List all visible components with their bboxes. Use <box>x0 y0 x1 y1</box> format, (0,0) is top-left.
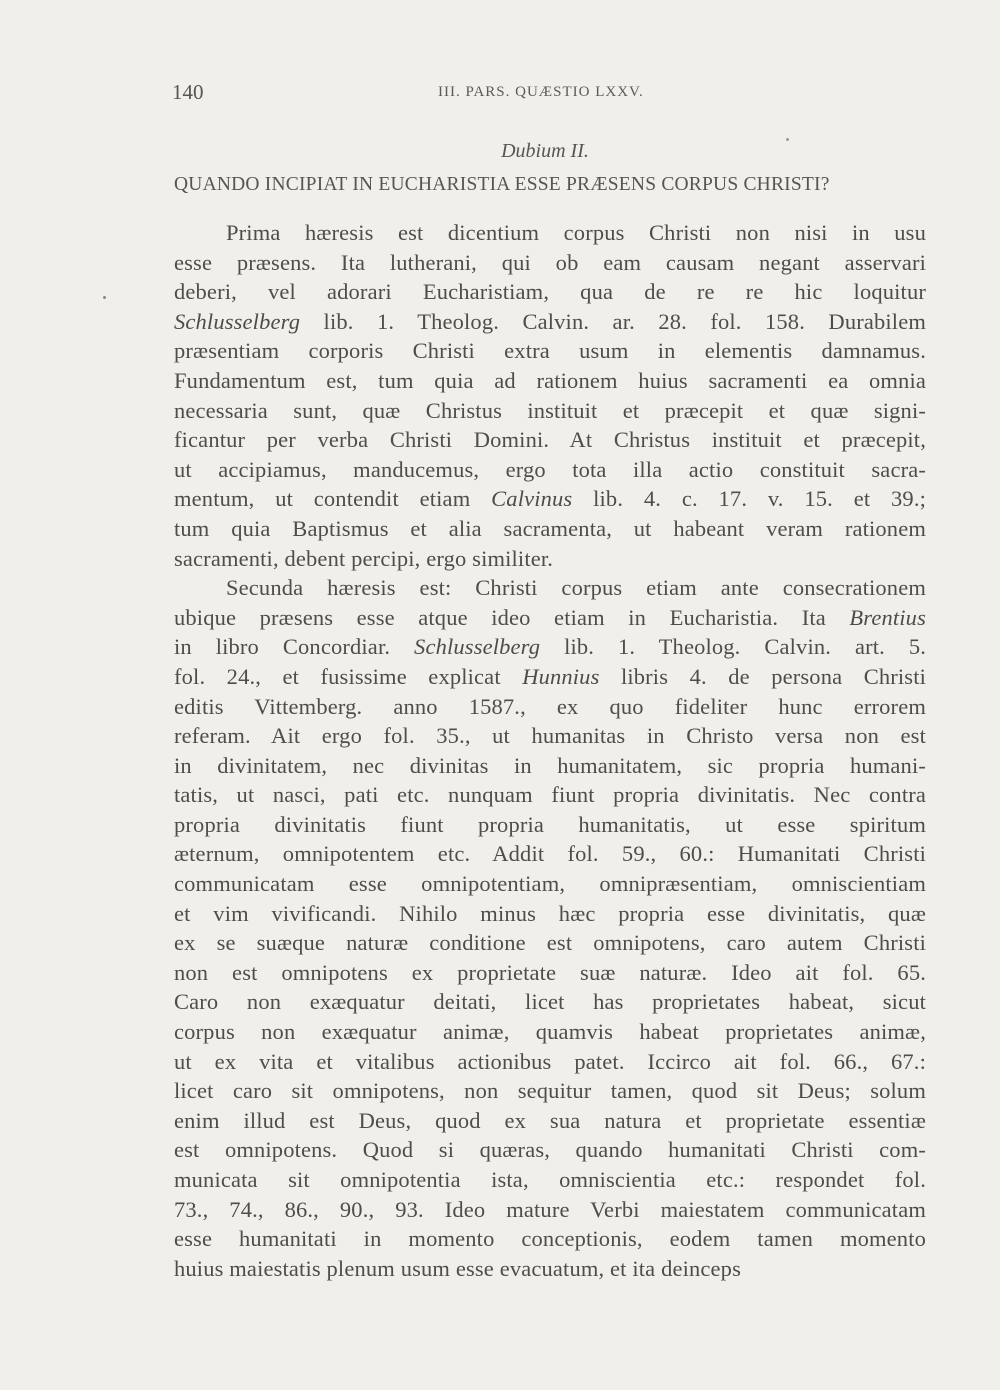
text-line: editis Vittemberg. anno 1587., ex quo fideliter hunc errorem <box>174 693 926 719</box>
text-line: referam. Ait ergo fol. 35., ut humanitas in Christo versa non est <box>174 723 926 749</box>
text-line: sacramenti, debent percipi, ergo similiter. <box>174 545 554 571</box>
dubium-title: Dubium II. <box>501 140 589 162</box>
text-line: huius maiestatis plenum usum esse evacuatum, et ita deinceps <box>174 1255 741 1281</box>
text-line: et vim vivificandi. Nihilo minus hæc propria esse divinitatis, quæ <box>174 900 926 926</box>
text-line: non est omnipotens ex proprietate suæ naturæ. Ideo ait fol. 65. <box>174 959 926 985</box>
text-line: Fundamentum est, tum quia ad rationem huius sacramenti ea omnia <box>174 367 926 393</box>
text-line: ut ex vita et vitalibus actionibus patet. Iccirco ait fol. 66., 67.: <box>174 1048 926 1074</box>
text-line: fol. 24., et fusissime explicat Hunnius libris 4. de persona Christi <box>174 663 926 689</box>
text-line: communicatam esse omnipotentiam, omnipræsentiam, omniscientiam <box>174 871 926 897</box>
text-line: æternum, omnipotentem etc. Addit fol. 59., 60.: Humanitati Christi <box>174 841 926 867</box>
text-line: municata sit omnipotentia ista, omniscientia etc.: respondet fol. <box>174 1167 926 1192</box>
text-line: Caro non exæquatur deitati, licet has proprietates habeat, sicut <box>174 989 926 1015</box>
text-line: in divinitatem, nec divinitas in humanitatem, sic propria humani- <box>174 752 926 778</box>
text-line: mentum, ut contendit etiam Calvinus lib. 4. c. 17. v. 15. et 39.; <box>174 486 926 512</box>
text-line: præsentiam corporis Christi extra usum in elementis damnamus. <box>174 338 926 364</box>
text-line: enim illud est Deus, quod ex sua natura et proprietate essentiæ <box>174 1107 926 1133</box>
text-line: Prima hæresis est dicentium corpus Christi non nisi in usu <box>226 220 926 245</box>
text-line: Schlusselberg lib. 1. Theolog. Calvin. ar. 28. fol. 158. Durabilem <box>174 308 926 334</box>
text-line: propria divinitatis fiunt propria humanitatis, ut esse spiritum <box>174 811 926 837</box>
text-line: esse præsens. Ita lutherani, qui ob eam causam negant asservari <box>174 249 926 275</box>
text-line: licet caro sit omnipotens, non sequitur tamen, quod sit Deus; solum <box>174 1078 926 1104</box>
text-line: tum quia Baptismus et alia sacramenta, ut habeant veram rationem <box>174 515 926 541</box>
text-line: ubique præsens esse atque ideo etiam in Eucharistia. Ita Brentius <box>174 604 926 630</box>
body-text <box>174 218 926 1283</box>
text-line: 73., 74., 86., 90., 93. Ideo mature Verbi maiestatem communicatam <box>174 1196 926 1222</box>
text-line: esse humanitati in momento conceptionis, eodem tamen momento <box>174 1226 926 1252</box>
page-number: 140 <box>172 80 204 104</box>
text-line: corpus non exæquatur animæ, quamvis habeat proprietates animæ, <box>174 1019 926 1045</box>
margin-dot <box>103 296 106 299</box>
running-head: III. PARS. QUÆSTIO LXXV. <box>438 84 644 100</box>
text-line: ut accipiamus, manducemus, ergo tota illa actio constituit sacra- <box>174 456 926 482</box>
text-line: deberi, vel adorari Eucharistiam, qua de re re hic loquitur <box>174 279 926 305</box>
section-heading: QUANDO INCIPIAT IN EUCHARISTIA ESSE PRÆSENS CORPUS CHRISTI? <box>174 174 830 195</box>
text-line: est omnipotens. Quod si quæras, quando humanitati Christi com- <box>174 1137 926 1163</box>
text-line: ficantur per verba Christi Domini. At Christus instituit et præcepit, <box>174 427 926 453</box>
text-line: Secunda hæresis est: Christi corpus etiam ante consecrationem <box>226 575 926 601</box>
text-line: necessaria sunt, quæ Christus instituit et præcepit et quæ signi- <box>174 397 926 423</box>
text-line: ex se suæque naturæ conditione est omnipotens, caro autem Christi <box>174 930 926 956</box>
text-line: in libro Concordiar. Schlusselberg lib. 1. Theolog. Calvin. art. 5. <box>174 634 926 660</box>
text-line: tatis, ut nasci, pati etc. nunquam fiunt propria divinitatis. Nec contra <box>174 782 926 808</box>
